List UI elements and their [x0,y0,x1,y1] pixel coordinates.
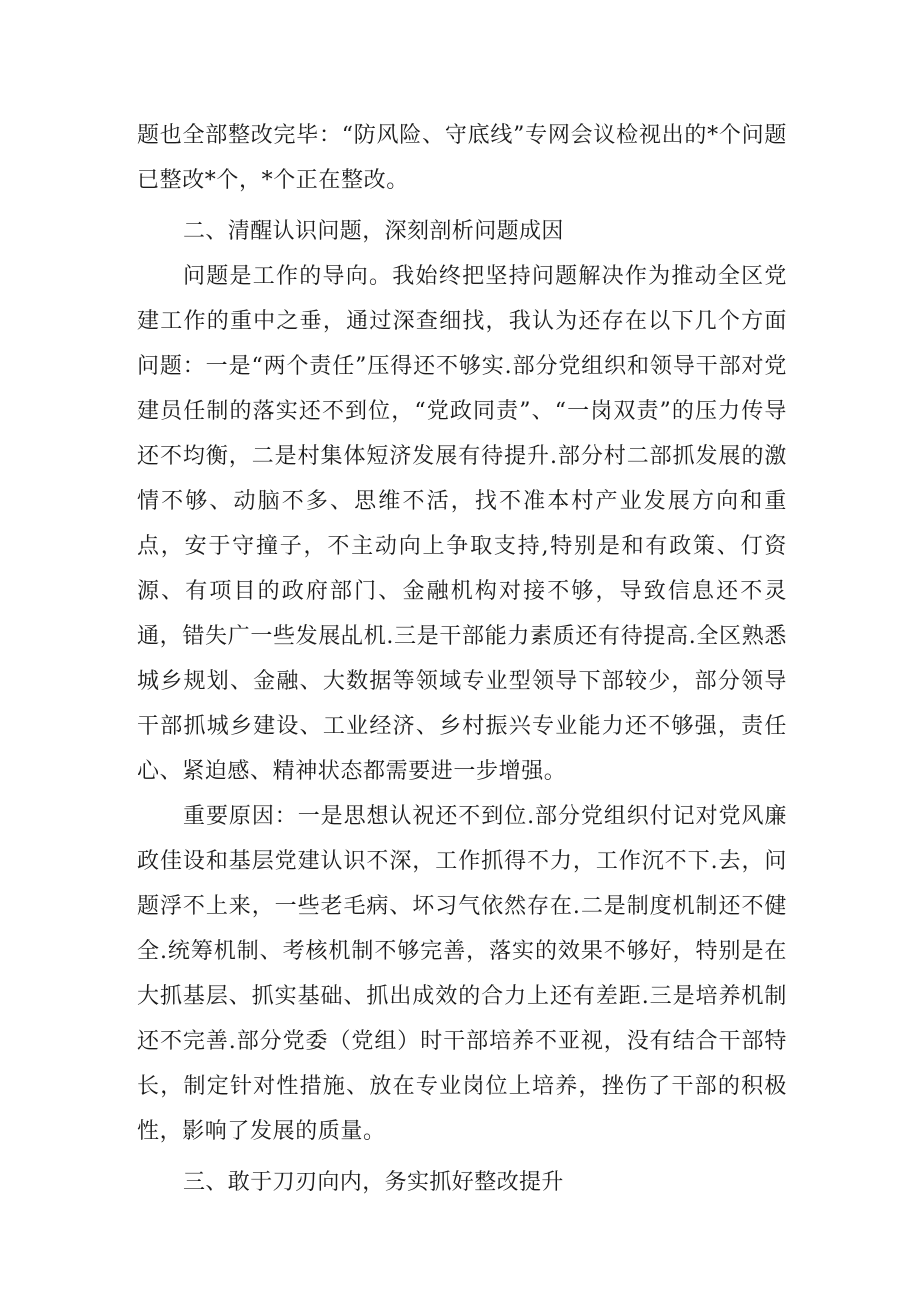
paragraph-causes: 重要原因：一是思想认祝还不到位.部分党组织付记对党风廉政佳设和基层党建认识不深，工作抓得不力，工作沉不下.去，问题浮不上来，一些老毛病、坏习气依然存在.二是制度机制还不健全.统筹机制、考核机制不够完善，落实的效果不够好，特别是在大抓基层、抓实基础、抓出成效的合力上还有差距.三是培养机制还不完善.部分党委（党组）时干部培养不亚视，没有结合干部特长，制定针对性措施、放在专业岗位上培养，挫伤了干部的积极性，影响了发展的质量。 [137,804,787,1144]
paragraph-continuation: 题也全部整改完毕：“防风险、守底线”专网会议检视出的*个问题已整改*个，*个正在整改。 [137,123,787,193]
section-heading-2: 二、清醒认识问题，深刻剖析问题成因 [183,219,564,244]
document-body [137,113,787,1205]
paragraph-problems: 问题是工作的导向。我始终把坚持问题解决作为推动全区党建工作的重中之垂，通过深查细找，我认为还存在以下几个方面问题：一是“两个责任”压得还不够实.部分党组织和领导干部对党建员任制的落实还不到位，“党政同责”、“一岗双责”的压力传导还不均衡，二是村集体短济发展有待提升.部分村二部抓发展的激情不够、动脑不多、思维不活，找不准本村产业发展方向和重点，安于守撞子，不主动向上争取支持,特别是和有政策、仃资源、有项目的政府部门、金融机构对接不够，导致信息还不灵通，错失广一些发展乩机.三是干部能力素质还有待提高.全区熟悉城乡规划、金融、大数据等领域专业型领导下部较少，部分领导干部抓城乡建设、工业经济、乡村振兴专业能力还不够强，责任心、紧迫感、精神状态都需要进一步增强。 [137,264,787,784]
section-heading-3: 三、敢于刀刃向内，务实抓好整改提升 [183,1170,564,1195]
